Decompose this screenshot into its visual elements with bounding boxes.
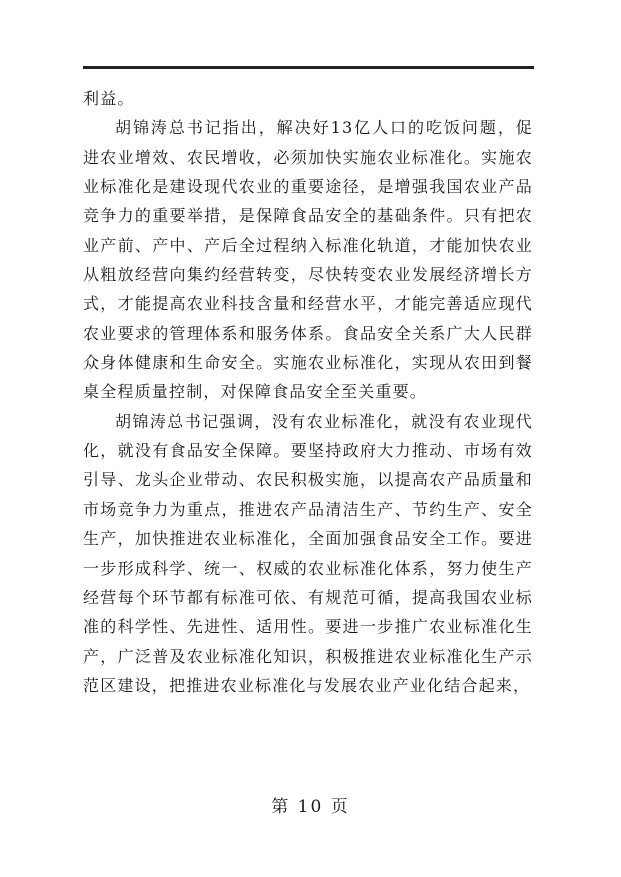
paragraph-hu-emphasized: 胡锦涛总书记强调，没有农业标准化，就没有农业现代化，就没有食品安全保障。要坚持政府大力推动、市场有效引导、龙头企业带动、农民积极实施，以提高农产品质量和市场竞争力为重点，推进农产品清洁生产、节约生产、安全生产，加快推进农业标准化，全面加强食品安全工作。要进一步形成科学、统一、权威的农业标准化体系，努力使生产经营每个环节都有标准可依、有规范可循，提高我国农业标准的科学性、先进性、适用性。要进一步推广农业标准化生产，广泛普及农业标准化知识，积极推进农业标准化生产示范区建设，把推进农业标准化与发展农业产业化结合起来， [83,411,533,695]
body-text [83,84,533,700]
paragraph-hu-pointed-out: 胡锦涛总书记指出，解决好13亿人口的吃饭问题，促进农业增效、农民增收，必须加快实施农业标准化。实施农业标准化是建设现代农业的重要途径，是增强我国农业产品竞争力的重要举措，是保障食品安全的基础条件。只有把农业产前、产中、产后全过程纳入标准化轨道，才能加快农业从粗放经营向集约经营转变，尽快转变农业发展经济增长方式，才能提高农业科技含量和经营水平，才能完善适应现代农业要求的管理体系和服务体系。食品安全关系广大人民群众身体健康和生命安全。实施农业标准化，实现从农田到餐桌全程质量控制，对保障食品安全至关重要。 [83,118,533,402]
paragraph-continuation: 利益。 [83,89,135,108]
header-rule [83,66,534,69]
page-number: 第 10 页 [271,797,350,817]
